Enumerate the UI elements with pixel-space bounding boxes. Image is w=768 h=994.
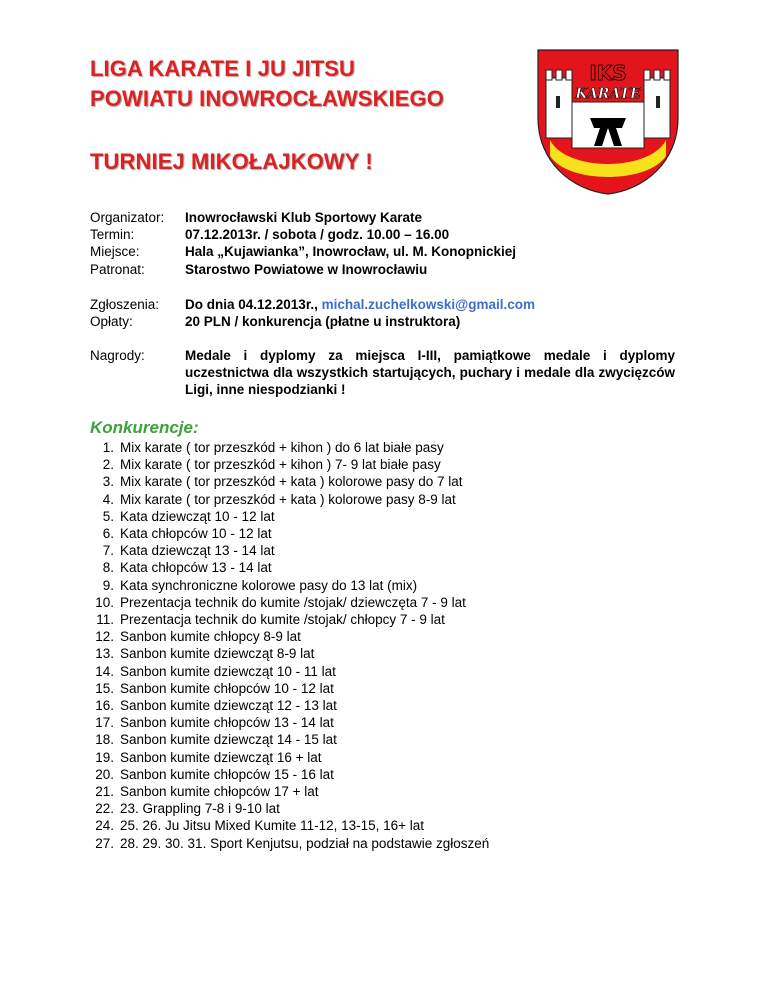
competition-number: 14. bbox=[95, 663, 114, 679]
competition-item bbox=[90, 456, 489, 473]
title-line-2: POWIATU INOWROCŁAWSKIEGO bbox=[90, 86, 444, 111]
detail-patronage-row bbox=[90, 261, 516, 278]
competition-number: 11. bbox=[96, 612, 114, 628]
competition-text: Mix karate ( tor przeszkód + kata ) kolorowe pasy 8-9 lat bbox=[120, 491, 456, 507]
competition-item bbox=[90, 611, 489, 628]
competition-number: 8. bbox=[102, 560, 114, 576]
competition-item bbox=[90, 628, 489, 645]
registration-label: Zgłoszenia: bbox=[90, 297, 160, 312]
tournament-title: TURNIEJ MIKOŁAJKOWY ! bbox=[90, 149, 373, 174]
fee-row bbox=[90, 313, 535, 330]
competition-text: Sanbon kumite chłopców 15 - 16 lat bbox=[120, 766, 334, 782]
detail-label: Patronat: bbox=[90, 261, 145, 277]
competition-item bbox=[90, 766, 489, 783]
competition-item bbox=[90, 783, 489, 800]
competition-text: Sanbon kumite chłopców 10 - 12 lat bbox=[120, 680, 334, 696]
competition-number: 10. bbox=[95, 594, 114, 610]
logo-text-iks: IKS bbox=[589, 61, 627, 85]
competition-number: 6. bbox=[102, 526, 114, 542]
competition-item bbox=[90, 714, 489, 731]
competition-item bbox=[90, 817, 489, 834]
competitions-list bbox=[90, 439, 489, 852]
registration-deadline: Do dnia 04.12.2013r., bbox=[185, 297, 322, 312]
competition-number: 4. bbox=[102, 491, 114, 507]
competitions-heading: Konkurencje: bbox=[90, 418, 199, 437]
competition-number: 18. bbox=[95, 732, 114, 748]
detail-label: Miejsce: bbox=[90, 244, 140, 260]
competition-text: Kata dziewcząt 10 - 12 lat bbox=[120, 508, 275, 524]
title-line-1: LIGA KARATE I JU JITSU bbox=[90, 56, 355, 81]
competition-item bbox=[90, 663, 489, 680]
competition-text: 25. 26. Ju Jitsu Mixed Kumite 11-12, 13-15, 16+ lat bbox=[120, 818, 425, 834]
competition-number: 12. bbox=[95, 629, 114, 645]
competition-item bbox=[90, 731, 489, 748]
competition-item bbox=[90, 680, 489, 697]
competition-text: Sanbon kumite dziewcząt 16 + lat bbox=[120, 749, 322, 765]
competition-item bbox=[90, 491, 489, 508]
competition-text: Prezentacja technik do kumite /stojak/ chłopcy 7 - 9 lat bbox=[120, 612, 445, 628]
competition-text: Sanbon kumite dziewcząt 12 - 13 lat bbox=[120, 698, 337, 714]
competition-number: 13. bbox=[95, 646, 114, 662]
competition-text: Sanbon kumite chłopcy 8-9 lat bbox=[120, 629, 301, 645]
detail-venue-row bbox=[90, 243, 516, 260]
competition-number: 1. bbox=[102, 440, 114, 455]
competition-text: Kata chłopców 13 - 14 lat bbox=[120, 560, 272, 576]
competition-item bbox=[90, 800, 489, 817]
detail-value: 07.12.2013r. / sobota / godz. 10.00 – 16.00 bbox=[185, 227, 450, 243]
competition-item bbox=[90, 835, 489, 852]
competition-number: 19. bbox=[95, 749, 114, 765]
competition-text: Sanbon kumite dziewcząt 8-9 lat bbox=[120, 646, 315, 662]
competition-number: 24. bbox=[95, 818, 114, 834]
competition-text: Sanbon kumite dziewcząt 10 - 11 lat bbox=[120, 663, 336, 679]
awards-value: Medale i dyplomy za miejsca I-III, pamiątkowe medale i dyplomy uczestnictwa dla wszystkich startujących, puchary i medale dla zwycięzców Ligi, inne niespodzianki ! bbox=[185, 348, 675, 398]
competition-item bbox=[90, 473, 489, 490]
detail-label: Organizator: bbox=[90, 210, 165, 225]
competition-text: 23. Grappling 7-8 i 9-10 lat bbox=[120, 801, 280, 817]
competition-item bbox=[90, 749, 489, 766]
detail-value: Inowrocławski Klub Sportowy Karate bbox=[185, 210, 423, 225]
contact-email-link[interactable]: michal.zuchelkowski@gmail.com bbox=[321, 297, 536, 312]
competition-item bbox=[90, 525, 489, 542]
competition-text: Prezentacja technik do kumite /stojak/ dziewczęta 7 - 9 lat bbox=[120, 594, 466, 610]
competition-number: 5. bbox=[102, 508, 114, 524]
competition-number: 20. bbox=[95, 766, 114, 782]
awards-label: Nagrody: bbox=[90, 348, 145, 363]
competition-number: 22. bbox=[95, 801, 114, 817]
competition-text: Mix karate ( tor przeszkód + kata ) kolorowe pasy do 7 lat bbox=[120, 474, 463, 490]
fee-label: Opłaty: bbox=[90, 314, 133, 330]
competition-item bbox=[90, 559, 489, 576]
detail-value: Starostwo Powiatowe w Inowrocławiu bbox=[185, 261, 428, 277]
competition-number: 2. bbox=[102, 457, 114, 473]
competition-item bbox=[90, 542, 489, 559]
competition-text: Sanbon kumite dziewcząt 14 - 15 lat bbox=[120, 732, 337, 748]
competition-text: Sanbon kumite chłopców 17 + lat bbox=[120, 784, 319, 800]
competition-text: Mix karate ( tor przeszkód + kihon ) do 6 lat białe pasy bbox=[120, 440, 444, 455]
competition-text: Mix karate ( tor przeszkód + kihon ) 7- 9 lat białe pasy bbox=[120, 457, 441, 473]
competition-item bbox=[90, 645, 489, 662]
competition-number: 7. bbox=[102, 543, 114, 559]
competition-item bbox=[90, 577, 489, 594]
detail-organizer-row bbox=[90, 209, 516, 226]
competition-text: Kata chłopców 10 - 12 lat bbox=[120, 526, 272, 542]
competition-number: 3. bbox=[102, 474, 114, 490]
competition-item bbox=[90, 697, 489, 714]
competition-text: Kata synchroniczne kolorowe pasy do 13 lat (mix) bbox=[120, 577, 418, 593]
awards-details bbox=[90, 347, 675, 399]
competition-number: 15. bbox=[95, 680, 114, 696]
detail-value: Hala „Kujawianka”, Inowrocław, ul. M. Konopnickiej bbox=[185, 244, 517, 260]
club-crest-logo bbox=[532, 44, 684, 196]
competition-item bbox=[90, 508, 489, 525]
competition-number: 17. bbox=[95, 715, 114, 731]
competition-text: Sanbon kumite chłopców 13 - 14 lat bbox=[120, 715, 334, 731]
logo-text-karate: KARATE bbox=[575, 86, 641, 102]
registration-details bbox=[90, 296, 535, 330]
competition-text: 28. 29. 30. 31. Sport Kenjutsu, podział na podstawie zgłoszeń bbox=[120, 835, 490, 851]
competition-number: 16. bbox=[95, 698, 114, 714]
competition-text: Kata dziewcząt 13 - 14 lat bbox=[120, 543, 275, 559]
competition-number: 21. bbox=[95, 784, 114, 800]
competition-item bbox=[90, 594, 489, 611]
competition-number: 27. bbox=[95, 835, 114, 851]
event-details bbox=[90, 209, 516, 278]
registration-row bbox=[90, 296, 535, 313]
competition-number: 9. bbox=[102, 577, 114, 593]
detail-date-row bbox=[90, 226, 516, 243]
competition-item bbox=[90, 439, 489, 456]
detail-label: Termin: bbox=[90, 227, 135, 243]
fee-value: 20 PLN / konkurencja (płatne u instruktora) bbox=[185, 314, 461, 330]
awards-row bbox=[90, 347, 675, 399]
